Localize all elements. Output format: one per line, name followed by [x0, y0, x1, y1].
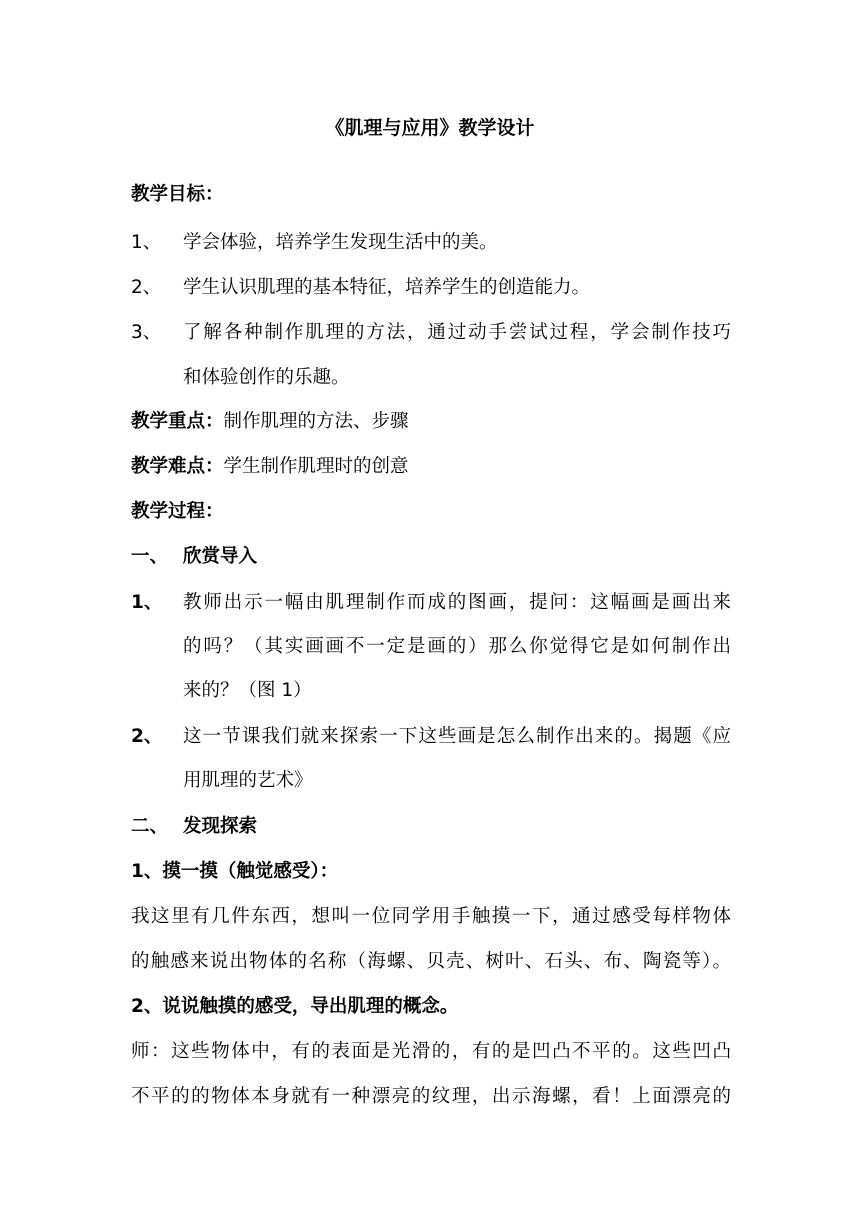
- section-1-item-2-number: 2、: [131, 726, 163, 747]
- subsection-1-heading: 1、摸一摸（触觉感受）：: [131, 861, 339, 882]
- objectives-heading: 教学目标：: [131, 184, 224, 205]
- difficulty-label: 教学难点：: [131, 456, 224, 477]
- document-title: 《肌理与应用》教学设计: [325, 117, 535, 139]
- difficulty-line: [131, 454, 731, 480]
- objective-2-text: 学生认识肌理的基本特征，培养学生的创造能力。: [183, 277, 591, 298]
- objective-3-text-line-1: 了解各种制作肌理的方法，通过动手尝试过程，学会制作技巧: [183, 322, 731, 343]
- section-2-title: 发现探索: [183, 816, 258, 837]
- section-1-item-1-line-2: 的吗？（其实画画不一定是画的）那么你觉得它是如何制作出: [183, 636, 731, 657]
- section-1-item-1-number: 1、: [131, 592, 163, 613]
- subsection-1-line-1: 我这里有几件东西，想叫一位同学用手触摸一下，通过感受每样物体: [131, 906, 731, 927]
- subsection-2-heading: 2、说说触摸的感受，导出肌理的概念。: [131, 996, 459, 1017]
- section-1-item-1-line-1: 教师出示一幅由肌理制作而成的图画，提问：这幅画是画出来: [183, 592, 731, 613]
- difficulty-text: 学生制作肌理时的创意: [223, 456, 409, 477]
- section-2-number: 二、: [131, 816, 169, 837]
- key-point-label: 教学重点：: [131, 411, 224, 432]
- section-1-item-2-line-1: 这一节课我们就来探索一下这些画是怎么制作出来的。揭题《应: [183, 726, 731, 747]
- section-1-item-1-line-3: 来的？（图 1）: [183, 680, 312, 701]
- subsection-2-line-2: 不平的的物体本身就有一种漂亮的纹理，出示海螺，看！上面漂亮的: [131, 1086, 731, 1107]
- process-heading: 教学过程：: [131, 501, 224, 522]
- key-point-line: [131, 409, 731, 435]
- section-1-title: 欣赏导入: [183, 546, 258, 567]
- section-1-item-2-line-2: 用肌理的艺术》: [183, 770, 313, 791]
- section-1-number: 一、: [131, 546, 169, 567]
- objective-1-number: 1、: [131, 232, 162, 253]
- subsection-1-line-2: 的触感来说出物体的名称（海螺、贝壳、树叶、石头、布、陶瓷等）。: [131, 951, 731, 972]
- key-point-text: 制作肌理的方法、步骤: [223, 411, 409, 432]
- objective-3-number: 3、: [131, 322, 162, 343]
- objective-1-text: 学会体验，培养学生发现生活中的美。: [183, 232, 498, 253]
- subsection-2-line-1: 师：这些物体中，有的表面是光滑的，有的是凹凸不平的。这些凹凸: [131, 1041, 731, 1062]
- objective-3-text-line-2: 和体验创作的乐趣。: [183, 367, 350, 388]
- objective-2-number: 2、: [131, 277, 162, 298]
